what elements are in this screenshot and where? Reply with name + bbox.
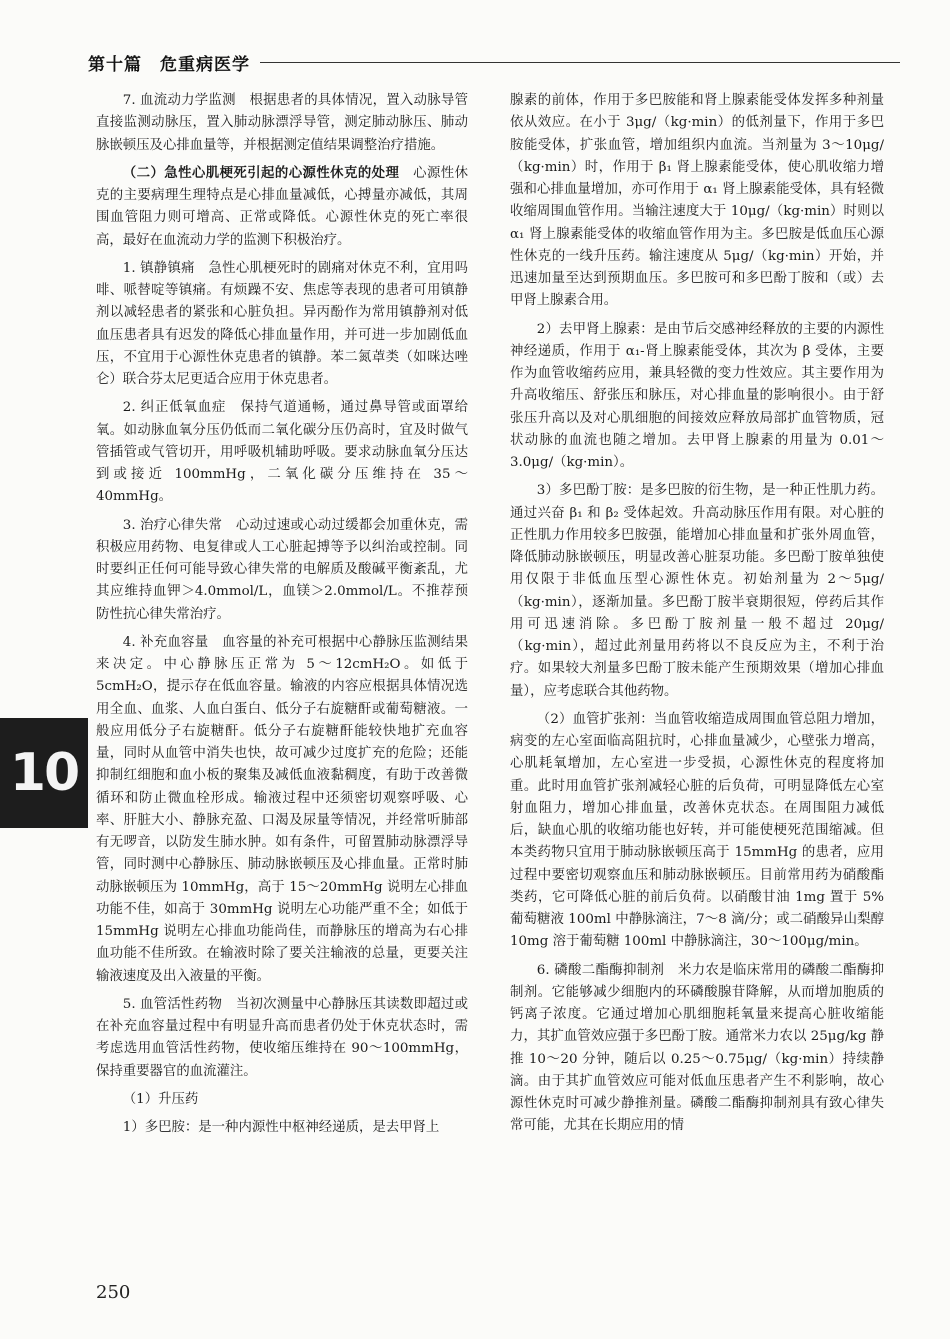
paragraph: 3. 治疗心律失常 心动过速或心动过缓都会加重休克，需积极应用药物、电复律或人工心脏起搏等予以纠治或控制。同时要纠正任何可能导致心律失常的电解质及酸碱平衡紊乱，尤其应维持血钾＞4.0mmol/L，血镁＞2.0mmol/L。不推荐预防性抗心律失常治疗。 (96, 517, 468, 622)
paragraph: 7. 血流动力学监测 根据患者的具体情况，置入动脉导管直接监测动脉压，置入肺动脉漂浮导管，测定肺动脉压、肺动脉嵌顿压及心排血量等，并根据测定值结果调整治疗措施。 (96, 93, 468, 153)
header-rule (260, 62, 900, 63)
section-heading: （二）急性心肌梗死引起的心源性休克的处理 (122, 165, 400, 181)
running-header (88, 50, 900, 74)
chapter-tab-number: 10 (9, 743, 79, 803)
paragraph: 4. 补充血容量 血容量的补充可根据中心静脉压监测结果来决定。中心静脉压正常为 5～12cmH₂O。如低于 5cmH₂O，提示存在低血容量。输液的内容应根据具体情况选用全血、血浆、人血白蛋白、低分子右旋糖酐或葡萄糖液。一般应用低分子右旋糖酐。低分子右旋糖酐能较快地扩充血容量，同时从血管中消失也快，故可减少过度扩充的危险；还能抑制红细胞和血小板的聚集及减低血液黏稠度，有助于改善微循环和防止微血栓形成。输液过程中还须密切观察呼吸、心率、肝脏大小、静脉充盈、口渴及尿量等情况，并经常听肺部有无啰音，以防发生肺水肿。如有条件，可留置肺动脉漂浮导管，同时测中心静脉压、肺动脉嵌顿压及心排血量。正常时肺动脉嵌顿压为 10mmHg，高于 15～20mmHg 说明左心排血功能不佳，如高于 30mmHg 说明左心功能严重不全；如低于 15mmHg 说明左心排血功能尚佳，而静脉压的增高为右心排血功能不佳所致。在输液时除了要关注输液的总量，更要关注输液速度及出入液量的平衡。 (96, 634, 468, 984)
right-column (510, 90, 884, 1144)
paragraph: 3）多巴酚丁胺：是多巴胺的衍生物，是一种正性肌力药。通过兴奋 β₁ 和 β₂ 受体起效。升高动脉压作用有限。对心脏的正性肌力作用较多巴胺强，能增加心排血量和扩张外周血管，降低肺动脉嵌顿压，明显改善心脏泵功能。多巴酚丁胺单独使用仅限于非低血压型心源性休克。初始剂量为 2～5μg/（kg·min），逐渐加量。多巴酚丁胺半衰期很短，停药后其作用可迅速消除。多巴酚丁胺剂量一般不超过 20μg/（kg·min），超过此剂量用药将以不良反应为主，不利于治疗。如果较大剂量多巴酚丁胺未能产生预期效果（增加心排血量），应考虑联合其他药物。 (510, 483, 884, 699)
page-number: 250 (96, 1282, 131, 1303)
paragraph: 1. 镇静镇痛 急性心肌梗死时的剧痛对休克不利，宜用吗啡、哌替啶等镇痛。有烦躁不安、焦虑等表现的患者可用镇静剂以减轻患者的紧张和心脏负担。异丙酚作为常用镇静剂对低血压患者具有迟发的降低心排血量作用，并可进一步加剧低血压，不宜用于心源性休克患者的镇静。苯二氮䓬类（如咪达唑仑）联合芬太尼更适合应用于休克患者。 (96, 260, 468, 387)
paragraph: 2）去甲肾上腺素：是由节后交感神经释放的主要的内源性神经递质，作用于 α₁-肾上腺素能受体，其次为 β 受体，主要作为血管收缩药应用，兼具轻微的变力性效应。其主要作用为升高收缩压、舒张压和脉压，对心排血量的影响很小。由于舒张压升高以及对心肌细胞的间接效应释放局部扩血管物质，冠状动脉的血流也随之增加。去甲肾上腺素的用量为 0.01～3.0μg/（kg·min）。 (510, 321, 884, 470)
paragraph: 5. 血管活性药物 当初次测量中心静脉压其读数即超过或在补充血容量过程中有明显升高而患者仍处于休克状态时，需考虑选用血管活性药物，使收缩压维持在 90～100mmHg，保持重要器官的血流灌注。 (96, 996, 468, 1079)
chapter-tab (0, 718, 88, 828)
chapter-title: 第十篇 危重病医学 (88, 54, 250, 75)
paragraph-text: 心源性休克的主要病理生理特点是心排血量减低，心搏量亦减低，其周围血管阻力则可增高、正常或降低。心源性休克的死亡率很高，最好在血流动力学的监测下积极治疗。 (96, 165, 469, 248)
paragraph (96, 163, 468, 252)
paragraph: （1）升压药 (122, 1091, 199, 1107)
paragraph: 腺素的前体，作用于多巴胺能和肾上腺素能受体发挥多种剂量依从效应。在小于 3μg/（kg·min）的低剂量下，作用于多巴胺能受体，扩张血管，增加组织内血流。当剂量为 3～10μg/（kg·min）时，作用于 β₁ 肾上腺素能受体，使心肌收缩力增强和心排血量增加，亦可作用于 α₁ 肾上腺素能受体，具有轻微收缩周围血管作用。当输注速度大于 10μg/（kg·min）时则以 α₁ 肾上腺素能受体的收缩血管作用为主。多巴胺是低血压心源性休克的一线升压药。输注速度从 5μg/（kg·min）开始，并迅速加量至达到预期血压。多巴胺可和多巴酚丁胺和（或）去甲肾上腺素合用。 (510, 93, 884, 309)
paragraph: 2. 纠正低氧血症 保持气道通畅，通过鼻导管或面罩给氧。如动脉血氧分压仍低而二氧化碳分压仍高时，宜及时做气管插管或气管切开，用呼吸机辅助呼吸。要求动脉血氧分压达到或接近 100mmHg，二氧化碳分压维持在 35～40mmHg。 (96, 400, 468, 505)
paragraph: 6. 磷酸二酯酶抑制剂 米力农是临床常用的磷酸二酯酶抑制剂。它能够减少细胞内的环磷酸腺苷降解，从而增加胞质的钙离子浓度。它通过增加心肌细胞耗氧量来提高心脏收缩能力，其扩血管效应强于多巴酚丁胺。通常米力农以 25μg/kg 静推 10～20 分钟，随后以 0.25～0.75μg/（kg·min）持续静滴。由于其扩血管效应可能对低血压患者产生不利影响，故心源性休克时可减少静推剂量。磷酸二酯酶抑制剂具有致心律失常可能，尤其在长期应用的情 (510, 962, 884, 1134)
left-column (96, 90, 468, 1145)
paragraph: 1）多巴胺：是一种内源性中枢神经递质，是去甲肾上 (122, 1120, 440, 1135)
paragraph: （2）血管扩张剂：当血管收缩造成周围血管总阻力增加，病变的左心室面临高阻抗时，心排血量减少，心壁张力增高，心肌耗氧增加，左心室进一步受损，心源性休克的程度将加重。此时用血管扩张剂减轻心脏的后负荷，可明显降低左心室射血阻力，增加心排血量，改善休克状态。在周围阻力减低后，缺血心肌的收缩功能也好转，并可能使梗死范围缩减。但本类药物只宜用于肺动脉嵌顿压高于 15mmHg 的患者，应用过程中要密切观察血压和肺动脉嵌顿压。目前常用药为硝酸酯类药，它可降低心脏的前后负荷。以硝酸甘油 1mg 置于 5% 葡萄糖液 100ml 中静脉滴注，7～8 滴/分；或二硝酸异山梨醇 10mg 溶于葡萄糖 100ml 中静脉滴注，30～100μg/min。 (510, 711, 884, 950)
